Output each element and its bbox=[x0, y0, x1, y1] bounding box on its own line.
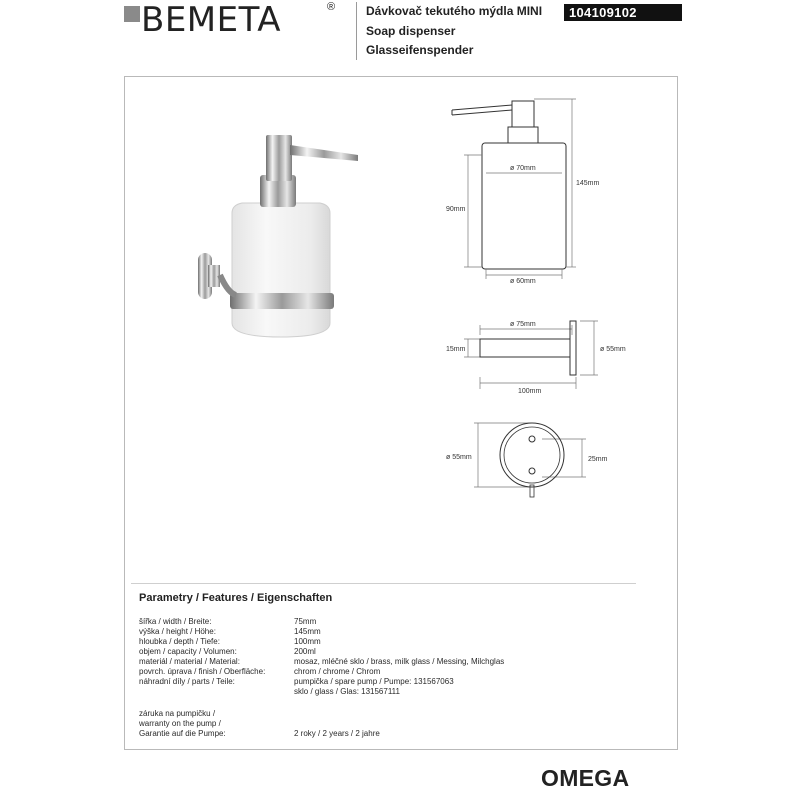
section-divider bbox=[131, 583, 636, 584]
drawing-side-rod bbox=[480, 339, 570, 357]
dim-rod: 15mm bbox=[446, 346, 466, 353]
drawing-spout bbox=[452, 105, 512, 110]
drawing-wall-plate-outer bbox=[500, 423, 564, 487]
pump-head bbox=[266, 135, 292, 181]
dim-height-body: 90mm bbox=[446, 206, 466, 213]
collection-name: OMEGA bbox=[541, 765, 630, 791]
logo-square bbox=[124, 6, 140, 22]
title-german: Glasseifenspender bbox=[366, 43, 474, 57]
dim-wall-offset: 25mm bbox=[588, 456, 608, 463]
dim-dia-plate: ø 55mm bbox=[600, 346, 626, 353]
pump-spout bbox=[290, 145, 358, 161]
drawing-pump-collar bbox=[508, 127, 538, 143]
drawing-pump-head bbox=[512, 101, 534, 127]
params-title: Parametry / Features / Eigenschaften bbox=[139, 592, 333, 604]
registered-mark: ® bbox=[327, 1, 336, 13]
brand-logo: BEMETA bbox=[141, 0, 282, 40]
title-english: Soap dispenser bbox=[366, 24, 456, 38]
title-czech: Dávkovač tekutého mýdla MINI bbox=[366, 4, 543, 18]
dim-dia-top: ø 70mm bbox=[510, 165, 536, 172]
dim-wall-dia: ø 55mm bbox=[446, 454, 472, 461]
header-divider bbox=[356, 2, 357, 60]
chrome-ring bbox=[230, 293, 334, 309]
dim-dia-rod: ø 75mm bbox=[510, 321, 536, 328]
product-code: 104109102 bbox=[564, 4, 682, 21]
dim-depth: 100mm bbox=[518, 388, 542, 395]
glass-bottle bbox=[232, 203, 330, 337]
product-photo bbox=[180, 125, 360, 355]
technical-drawings bbox=[430, 95, 630, 515]
dim-dia-bottom: ø 60mm bbox=[510, 278, 536, 285]
dim-height-total: 145mm bbox=[576, 180, 600, 187]
drawing-bottle bbox=[482, 143, 566, 269]
